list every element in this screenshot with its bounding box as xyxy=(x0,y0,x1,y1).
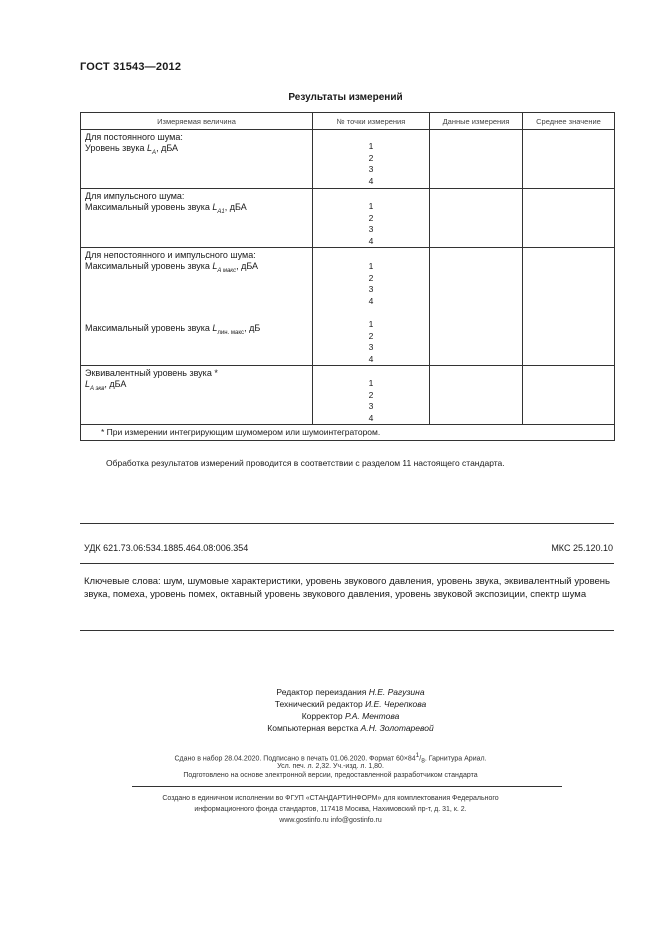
table-row xyxy=(81,130,615,189)
processing-note: Обработка результатов измерений проводится в соответствии с разделом 11 настоящего стандарта. xyxy=(106,458,505,468)
table-footnote-row xyxy=(81,425,615,441)
divider xyxy=(80,563,614,564)
quantity-label: Уровень звука $L_A$, дБА xyxy=(85,143,179,156)
quantity-cell xyxy=(81,189,313,248)
average-value-cell xyxy=(523,130,615,189)
keywords: Ключевые слова: шум, шумовые характеристики, уровень звукового давления, уровень звука, эквивалентный уровень звука, помеха, уровень помех, октавный уровень звукового давления, уровень звуковой экспозиции, спектр шума xyxy=(84,576,610,600)
point-number: 3 xyxy=(368,224,374,234)
quantity-cell xyxy=(81,366,313,425)
quantity-heading: Для импульсного шума: xyxy=(85,191,185,201)
table-row xyxy=(81,366,615,425)
point-number: 1 xyxy=(368,378,374,388)
table-row xyxy=(81,189,615,248)
imprint-line: Подготовлено на основе электронной версии, предоставленной разработчиком стандарта xyxy=(183,772,478,779)
point-number: 2 xyxy=(368,389,374,400)
point-number: 1 xyxy=(368,141,374,151)
imprint-line: Сдано в набор 28.04.2020. Подписано в печать 01.06.2020. Формат $60\times 84^1/_8$. Гарнитура Ариал. xyxy=(174,752,487,765)
table-header-row xyxy=(81,113,615,130)
imprint-line: информационного фонда стандартов, 117418 Москва, Нахимовский пр-т, д. 31, к. 2. xyxy=(194,806,467,813)
measurement-data-cell xyxy=(430,366,523,425)
quantity-label: Максимальный уровень звука $L_{A1}$, дБА xyxy=(85,202,247,215)
average-value-cell xyxy=(523,366,615,425)
point-number: 4 xyxy=(368,175,374,186)
credits-block xyxy=(0,686,661,734)
average-value-cell xyxy=(523,189,615,248)
point-number: 3 xyxy=(368,164,374,174)
credit-line: Технический редактор И.Е. Черепкова xyxy=(274,699,427,709)
divider xyxy=(80,630,614,631)
quantity-label: Максимальный уровень звука $L_{лин. макс}$, дБ xyxy=(85,322,261,336)
table-footnote: * При измерении интегрирующим шумомером или шумоинтегратором. xyxy=(81,425,615,441)
point-number: 1 xyxy=(368,261,374,271)
imprint-contacts: www.gostinfo.ru info@gostinfo.ru xyxy=(279,817,382,824)
quantity-cell xyxy=(81,248,313,366)
measurement-data-cell xyxy=(430,130,523,189)
points-cell xyxy=(313,130,430,189)
column-header: Измеряемая величина xyxy=(81,113,313,130)
point-number: 2 xyxy=(368,152,374,163)
point-number: 4 xyxy=(368,295,374,306)
quantity-cell xyxy=(81,130,313,189)
point-number: 1 xyxy=(368,201,374,211)
results-table xyxy=(80,112,615,441)
point-number: 1 xyxy=(368,319,374,329)
udk-code: УДК 621.73.06:534.1885.464.08:006.354 xyxy=(84,543,249,553)
column-header: № точки измерения xyxy=(313,113,430,130)
average-value-cell xyxy=(523,248,615,366)
standard-number: ГОСТ 31543—2012 xyxy=(80,61,182,73)
measurement-data-cell xyxy=(430,189,523,248)
quantity-heading: Для непостоянного и импульсного шума: xyxy=(85,250,256,260)
divider xyxy=(80,523,614,524)
point-number: 2 xyxy=(368,330,374,341)
quantity-heading: Эквивалентный уровень звука * xyxy=(85,368,218,378)
imprint-line: Усл. печ. л. 2,32. Уч.-изд. л. 1,80. xyxy=(277,763,384,770)
table-title: Результаты измерений xyxy=(288,92,403,103)
column-header: Данные измерения xyxy=(430,113,523,130)
point-number: 4 xyxy=(368,235,374,246)
divider xyxy=(132,786,562,787)
column-header: Среднее значение xyxy=(523,113,615,130)
points-cell xyxy=(313,248,430,366)
credit-line: Корректор Р.А. Ментова xyxy=(301,711,400,721)
imprint-line: Создано в единичном исполнении во ФГУП «СТАНДАРТИНФОРМ» для комплектования Федерального xyxy=(162,795,499,802)
point-number: 3 xyxy=(368,284,374,294)
points-cell xyxy=(313,366,430,425)
point-number: 3 xyxy=(368,342,374,352)
point-number: 2 xyxy=(368,212,374,223)
credit-line: Компьютерная верстка А.Н. Золотаревой xyxy=(267,723,434,733)
points-cell xyxy=(313,189,430,248)
table-row xyxy=(81,248,615,366)
quantity-label: Максимальный уровень звука $L_{A макс}$, дБА xyxy=(85,261,259,274)
point-number: 4 xyxy=(368,353,374,364)
mks-code: МКС 25.120.10 xyxy=(551,543,613,553)
point-number: 3 xyxy=(368,401,374,411)
quantity-heading: Для постоянного шума: xyxy=(85,132,183,142)
quantity-label: $L_{A экв}$, дБА xyxy=(85,379,127,392)
point-number: 2 xyxy=(368,272,374,283)
point-number: 4 xyxy=(368,412,374,423)
credit-line: Редактор переиздания Н.Е. Рагузина xyxy=(276,687,425,697)
measurement-data-cell xyxy=(430,248,523,366)
